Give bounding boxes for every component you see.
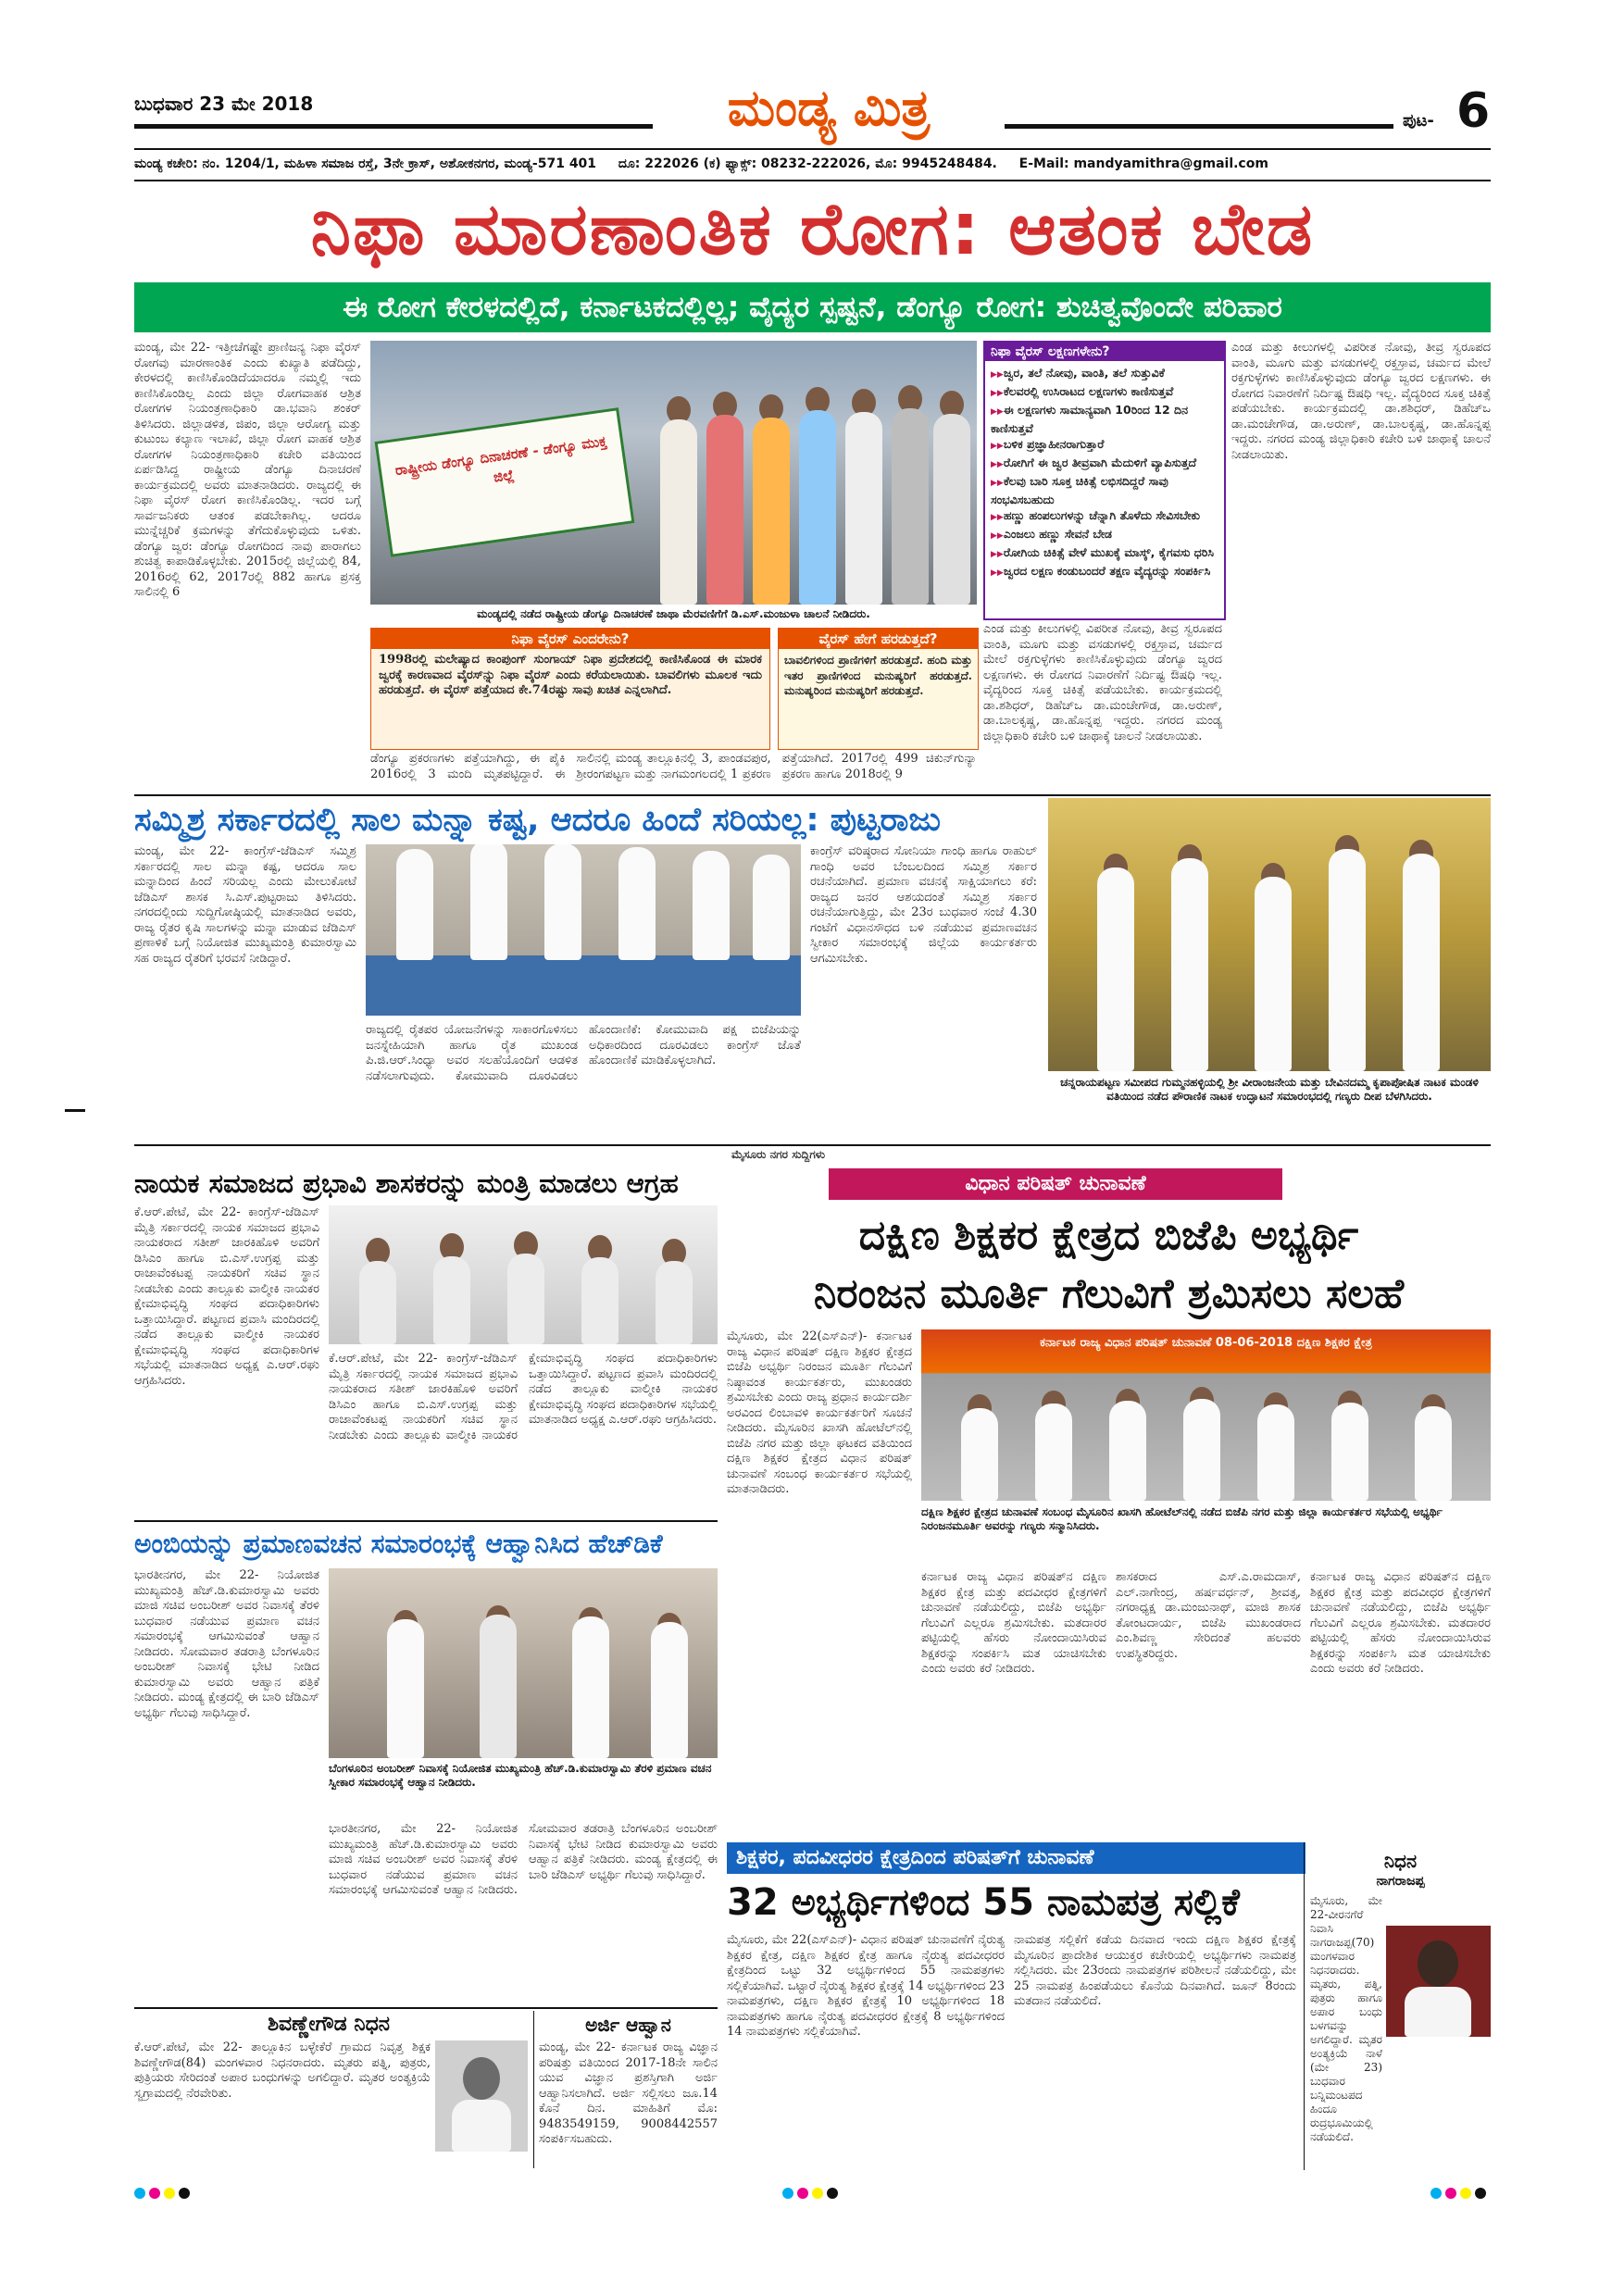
nipah-what-box [370, 628, 770, 750]
registration-marks-left [134, 2185, 190, 2202]
nipah-what-text: 1998ರಲ್ಲಿ ಮಲೇಷ್ಯಾದ ಕಾಂಪುಂಗ್ ಸುಂಗಾಯ್ ನಿಫಾ ಪ್ರದೇಶದಲ್ಲಿ ಕಾಣಿಸಿಕೊಂಡ ಈ ಮಾರಕ ಜ್ವರಕ್ಕೆ ಕಾರಣವಾದ ವೈರಸ್‌ನ್ನು ನಿಫಾ ವೈರಸ್ ಎಂದು ಕರೆಯಲಾಯಿತು. ಬಾವಲಿಗಳು ಮೂಲಕ ಇದು ಹರಡುತ್ತದೆ. ಈ ವೈರಸ್ ಪತ್ತೆಯಾದ ಕೇ.74ರಷ್ಟು ಸಾವು ಖಚಿತ ಎನ್ನಲಾಗಿದೆ. [379, 653, 762, 697]
page-number: 6 [1456, 83, 1491, 139]
invite-title: ಅರ್ಜಿ ಆಹ್ವಾನ [585, 2014, 671, 2036]
nipah-spread-box [778, 628, 979, 750]
symptom-item: ▶▶ ಎಂಜಲು ಹಣ್ಣು ಸೇವನೆ ಬೇಡ [991, 526, 1218, 544]
story4-photo [329, 1568, 718, 1758]
lead-subheadline: ಈ ರೋಗ ಕೇರಳದಲ್ಲಿದೆ, ಕರ್ನಾಟಕದಲ್ಲಿಲ್ಲ; ವೈದ್ಯರ ಸ್ಪಷ್ಟನೆ, ಡೆಂಗ್ಯೂ ರೋಗ: ಶುಚಿತ್ವವೊಂದೇ ಪರಿಹಾರ [134, 282, 1491, 332]
obit2-text: ಮೈಸೂರು, ಮೇ 22-ವೀರನಗೆರೆ ನಿವಾಸಿ ನಾಗರಾಜಪ್ಪ(70) ಮಂಗಳವಾರ ನಿಧನರಾದರು. ಮೃತರು, ಪತ್ನಿ, ಪುತ್ರರು ಹಾಗೂ ಅಪಾರ ಬಂಧು ಬಳಗವನ್ನು ಅಗಲಿದ್ದಾರೆ. ಮೃತರ ಅಂತ್ಯಕ್ರಿಯೆ ನಾಳೆ (ಮೇ 23) ಬುಧವಾರ ಬನ್ನಿಮಂಟಪದ ಹಿಂದೂ ರುದ್ರಭೂಮಿಯಲ್ಲಿ ನಡೆಯಲಿದೆ. [1310, 1894, 1382, 2143]
story2-column-2: ಕಾಂಗ್ರೆಸ್ ವರಿಷ್ಠರಾದ ಸೋನಿಯಾ ಗಾಂಧಿ ಹಾಗೂ ರಾಹುಲ್ ಗಾಂಧಿ ಅವರ ಬೆಂಬಲದಿಂದ ಸಮ್ಮಿಶ್ರ ಸರ್ಕಾರ ರಚನೆಯಾಗಿದೆ. ಪ್ರಮಾಣ ವಚನಕ್ಕೆ ಸಾಕ್ಷಿಯಾಗಲು ಕರೆ: ರಾಜ್ಯದ ಜನರ ಆಶಯದಂತೆ ಸಮ್ಮಿಶ್ರ ಸರ್ಕಾರ ರಚನೆಯಾಗುತ್ತಿದ್ದು, ಮೇ 23ರ ಬುಧವಾರ ಸಂಜೆ 4.30 ಗಂಟೆಗೆ ವಿಧಾನಸೌಧದ ಬಳಿ ನಡೆಯುವ ಪ್ರಮಾಣವಚನ ಸ್ವೀಕಾರ ಸಮಾರಂಭಕ್ಕೆ ಜಿಲ್ಲೆಯ ಕಾರ್ಯಕರ್ತರು ಆಗಮಿಸಬೇಕು. [810, 844, 1037, 966]
rally-banner-text: ರಾಷ್ಟ್ರೀಯ ಡೆಂಗ್ಯೂ ದಿನಾಚರಣೆ - ಡೆಂಗ್ಯೂ ಮುಕ್ತ ಜಿಲ್ಲೆ [394, 432, 608, 486]
election-headline-line-1: ದಕ್ಷಿಣ ಶಿಕ್ಷಕರ ಕ್ಷೇತ್ರದ ಬಿಜೆಪಿ ಅಭ್ಯರ್ಥಿ [858, 1212, 1359, 1259]
election-headline-line-2: ನಿರಂಜನ ಮೂರ್ತಿ ಗೆಲುವಿಗೆ ಶ್ರಮಿಸಲು ಸಲಹೆ [813, 1270, 1405, 1317]
registration-marks-center [782, 2185, 838, 2202]
election-text: ಮೈಸೂರು, ಮೇ 22(ಎಸ್‌ಎನ್)- ಕರ್ನಾಟಕ ರಾಜ್ಯ ವಿಧಾನ ಪರಿಷತ್ ದಕ್ಷಿಣ ಶಿಕ್ಷಕರ ಕ್ಷೇತ್ರದ ಬಿಜೆಪಿ ಅಭ್ಯರ್ಥಿ ನಿರಂಜನ ಮೂರ್ತಿ ಗೆಲುವಿಗೆ ನಿಷ್ಠಾವಂತ ಕಾರ್ಯಕರ್ತರು, ಮುಖಂಡರು ಶ್ರಮಿಸಬೇಕು ಎಂದು ರಾಜ್ಯ ಪ್ರಧಾನ ಕಾರ್ಯದರ್ಶಿ ಅರವಿಂದ ಲಿಂಬಾವಳಿ ಕಾರ್ಯಕರ್ತರಿಗೆ ಸೂಚನೆ ನೀಡಿದರು. ಮೈಸೂರಿನ ಖಾಸಗಿ ಹೋಟೆಲ್‌ನಲ್ಲಿ ಬಿಜೆಪಿ ನಗರ ಮತ್ತು ಜಿಲ್ಲಾ ಘಟಕದ ವತಿಯಿಂದ ದಕ್ಷಿಣ ಶಿಕ್ಷಕರ ಕ್ಷೇತ್ರದ ವಿಧಾನ ಪರಿಷತ್ ಚುನಾವಣೆ ಸಂಬಂಧ ಕಾರ್ಯಕರ್ತರ ಸಭೆಯಲ್ಲಿ ಮಾತನಾಡಿದರು. [727, 1329, 912, 1496]
obit1-photo [435, 2040, 528, 2152]
election-kicker: ವಿಧಾನ ಪರಿಷತ್ ಚುನಾವಣೆ [829, 1168, 1282, 1200]
story2-column-1: ಮಂಡ್ಯ, ಮೇ 22- ಕಾಂಗ್ರೆಸ್-ಜೆಡಿಎಸ್ ಸಮ್ಮಿಶ್ರ ಸರ್ಕಾರದಲ್ಲಿ ಸಾಲ ಮನ್ನಾ ಕಷ್ಟ, ಆದರೂ ಸಾಲ ಮನ್ನಾದಿಂದ ಹಿಂದೆ ಸರಿಯಲ್ಲ ಎಂದು ಮೇಲುಕೋಟೆ ಜೆಡಿಎಸ್ ಶಾಸಕ ಸಿ.ಎಸ್.ಪುಟ್ಟರಾಜು ತಿಳಿಸಿದರು. ನಗರದಲ್ಲಿಂದು ಸುದ್ದಿಗೋಷ್ಠಿಯಲ್ಲಿ ಮಾತನಾಡಿದ ಅವರು, ರಾಜ್ಯ ರೈತರ ಕೃಷಿ ಸಾಲಗಳನ್ನು ಮನ್ನಾ ಮಾಡುವ ಜೆಡಿಎಸ್ ಪ್ರಣಾಳಿಕೆ ಬಗ್ಗೆ ನಿಯೋಜಿತ ಮುಖ್ಯಮಂತ್ರಿ ಕುಮಾರಸ್ವಾಮಿ ಸಹ ರಾಜ್ಯದ ರೈತರಿಗೆ ಭರವಸೆ ನೀಡಿದ್ದಾರೆ. [134, 844, 356, 966]
story3-headline: ನಾಯಕ ಸಮಾಜದ ಪ್ರಭಾವಿ ಶಾಸಕರನ್ನು ಮಂತ್ರಿ ಮಾಡಲು ಆಗ್ರಹ [134, 1167, 679, 1199]
stage-photo [1048, 798, 1491, 1071]
symptom-item: ▶▶ ರೋಗಿಗೆ ಈ ಜ್ವರ ತೀವ್ರವಾಗಿ ಮೆದುಳಿಗೆ ವ್ಯಾಪಿಸುತ್ತದೆ [991, 455, 1218, 473]
nomination-text-2: ನಾಮಪತ್ರ ಸಲ್ಲಿಕೆಗೆ ಕಡೆಯ ದಿನವಾದ ಇಂದು ದಕ್ಷಿಣ ಶಿಕ್ಷಕರ ಕ್ಷೇತ್ರಕ್ಕೆ ಮೈಸೂರಿನ ಪ್ರಾದೇಶಿಕ ಆಯುಕ್ತರ ಕಚೇರಿಯಲ್ಲಿ ಅಭ್ಯರ್ಥಿಗಳು ನಾಮಪತ್ರ ಸಲ್ಲಿಸಿದರು. ಮೇ 23ರಂದು ನಾಮಪತ್ರಗಳ ಪರಿಶೀಲನೆ ನಡೆಯಲಿದ್ದು, ಮೇ 25 ನಾಮಪತ್ರ ಹಿಂಪಡೆಯಲು ಕೊನೆಯ ದಿನವಾಗಿದೆ. ಜೂನ್ 8ರಂದು ಮತದಾನ ನಡೆಯಲಿದೆ. [1014, 1933, 1296, 2008]
obit1-title: ಶಿವಣ್ಣೇಗೌಡ ನಿಧನ [267, 2013, 391, 2036]
lead-column-1: ಮಂಡ್ಯ, ಮೇ 22- ಇತ್ತೀಚೆಗಷ್ಟೇ ಪ್ರಾಣಿಜನ್ಯ ನಿಫಾ ವೈರಸ್ ರೋಗವು ಮಾರಣಾಂತಿಕ ಎಂದು ಕುಖ್ಯಾತಿ ಪಡೆದಿದ್ದು, ಕೇರಳದಲ್ಲಿ ಕಾಣಿಸಿಕೊಂಡಿದೆಯಾದರೂ ನಮ್ಮಲ್ಲಿ ಇದು ಕಾಣಿಸಿಕೊಂಡಿಲ್ಲ ಎಂದು ಜಿಲ್ಲಾ ರೋಗವಾಹಕ ಆಶ್ರಿತ ರೋಗಗಳ ನಿಯಂತ್ರಣಾಧಿಕಾರಿ ಡಾ.ಭವಾನಿ ಶಂಕರ್ ತಿಳಿಸಿದರು. ಜಿಲ್ಲಾಡಳಿತ, ಜಿಪಂ, ಜಿಲ್ಲಾ ಆರೋಗ್ಯ ಮತ್ತು ಕುಟುಂಬ ಕಲ್ಯಾಣ ಇಲಾಖೆ, ಜಿಲ್ಲಾ ರೋಗ ವಾಹಕ ಆಶ್ರಿತ ರೋಗಗಳ ನಿಯಂತ್ರಣಾಧಿಕಾರಿ ಕಚೇರಿ ವತಿಯಿಂದ ಏರ್ಪಡಿಸಿದ್ದ ರಾಷ್ಟ್ರೀಯ ಡೆಂಗ್ಯೂ ದಿನಾಚರಣೆ ಕಾರ್ಯಕ್ರಮದಲ್ಲಿ ಅವರು ಮಾತನಾಡಿದರು. ರಾಜ್ಯದಲ್ಲಿ ಈ ನಿಫಾ ವೈರಸ್ ರೋಗ ಕಾಣಿಸಿಕೊಂಡಿಲ್ಲ. ಇದರ ಬಗ್ಗೆ ಸಾರ್ವಜನಿಕರು ಆತಂಕ ಪಡಬೇಕಾಗಿಲ್ಲ. ಆದರೂ ಮುನ್ನೆಚ್ಚರಿಕೆ ಕ್ರಮಗಳನ್ನು ತೆಗೆದುಕೊಳ್ಳುವುದು ಒಳಿತು. ಡೆಂಗ್ಯೂ ಜ್ವರ: ಡೆಂಗ್ಯೂ ರೋಗದಿಂದ ನಾವು ಪಾರಾಗಲು ಶುಚಿತ್ವ ಕಾಪಾಡಿಕೊಳ್ಳಬೇಕು. 2015ರಲ್ಲಿ ಜಿಲ್ಲೆಯಲ್ಲಿ 84, 2016ರಲ್ಲಿ 62, 2017ರಲ್ಲಿ 882 ಹಾಗೂ ಪ್ರಸಕ್ತ ಸಾಲಿನಲ್ಲಿ 6 [134, 341, 361, 599]
symptom-item: ▶▶ ಜ್ವರದ ಲಕ್ಷಣ ಕಂಡುಬಂದರೆ ತಕ್ಷಣ ವೈದ್ಯರನ್ನು ಸಂಪರ್ಕಿಸಿ [991, 563, 1218, 581]
lead-photo-caption: ಮಂಡ್ಯದಲ್ಲಿ ನಡೆದ ರಾಷ್ಟ್ರೀಯ ಡೆಂಗ್ಯೂ ದಿನಾಚರಣೆ ಜಾಥಾ ಮೆರವಣಿಗೆಗೆ ಡಿ.ಎಸ್.ಮಂಜುಳಾ ಚಾಲನೆ ನೀಡಿದರು. [477, 607, 870, 620]
symptoms-box [983, 341, 1226, 620]
story2-below-photo: ರಾಜ್ಯದಲ್ಲಿ ರೈತಪರ ಯೋಜನೆಗಳನ್ನು ಸಾಕಾರಗೊಳಿಸಲು ಜನಸ್ನೇಹಿಯಾಗಿ ಹಾಗೂ ರೈತ ಮುಖಂಡ ಪಿ.ಜಿ.ಆರ್.ಸಿಂಧ್ಯಾ ಅವರ ಸಲಹೆಯೊಂದಿಗೆ ಆಡಳಿತ ನಡೆಸಲಾಗುವುದು. ಕೋಮುವಾದಿ ದೂರವಿಡಲು ಹೊಂದಾಣಿಕೆ: ಕೋಮುವಾದಿ ಪಕ್ಷ ಬಿಜೆಪಿಯನ್ನು ಅಧಿಕಾರದಿಂದ ದೂರವಿಡಲು ಕಾಂಗ್ರೆಸ್ ಜೊತೆ ಹೊಂದಾಣಿಕೆ ಮಾಡಿಕೊಳ್ಳಲಾಗಿದೆ. [366, 1023, 801, 1083]
election-text-3: ಶಾಸಕರಾದ ಎಸ್.ಎ.ರಾಮದಾಸ್, ಎಲ್.ನಾಗೇಂದ್ರ, ಹರ್ಷವರ್ಧನ್, ಶ್ರೀವತ್ಸ, ನಗರಾಧ್ಯಕ್ಷ ಡಾ.ಮಂಜುನಾಥ್, ಮಾಜಿ ಶಾಸಕ ತೋಂಟದಾರ್ಯ, ಬಿಜೆಪಿ ಮುಖಂಡರಾದ ಎಂ.ಶಿವಣ್ಣ ಸೇರಿದಂತೆ ಹಲವರು ಉಪಸ್ಥಿತರಿದ್ದರು. [1116, 1570, 1301, 1661]
obit2-title: ನಿಧನ [1383, 1850, 1418, 1872]
nipah-spread-title: ವೈರಸ್ ಹೇಗೆ ಹರಡುತ್ತದೆ? [779, 629, 978, 649]
invite-text: ಮಂಡ್ಯ, ಮೇ 22- ಕರ್ನಾಟಕ ರಾಜ್ಯ ವಿಜ್ಞಾನ ಪರಿಷತ್ತು ವತಿಯಿಂದ 2017-18ನೇ ಸಾಲಿನ ಯುವ ವಿಜ್ಞಾನ ಪ್ರಶಸ್ತಿಗಾಗಿ ಅರ್ಜಿ ಆಹ್ವಾನಿಸಲಾಗಿದೆ. ಅರ್ಜಿ ಸಲ್ಲಿಸಲು ಜೂ.14 ಕೊನೆ ದಿನ. ಮಾಹಿತಿಗೆ ಮೊ: 9483549159, 9008442557 ಸಂಪರ್ಕಿಸಬಹುದು. [539, 2040, 718, 2146]
story4-text-continued: ಭಾರತೀನಗರ, ಮೇ 22- ನಿಯೋಜಿತ ಮುಖ್ಯಮಂತ್ರಿ ಹೆಚ್.ಡಿ.ಕುಮಾರಸ್ವಾಮಿ ಅವರು ಮಾಜಿ ಸಚಿವ ಅಂಬರೀಶ್ ಅವರ ನಿವಾಸಕ್ಕೆ ತೆರಳಿ ಬುಧವಾರ ನಡೆಯುವ ಪ್ರಮಾಣ ವಚನ ಸಮಾರಂಭಕ್ಕೆ ಆಗಮಿಸುವಂತೆ ಆಹ್ವಾನ ನೀಡಿದರು. ಸೋಮವಾರ ತಡರಾತ್ರಿ ಬೆಂಗಳೂರಿನ ಅಂಬರೀಶ್ ನಿವಾಸಕ್ಕೆ ಭೇಟಿ ನೀಡಿದ ಕುಮಾರಸ್ವಾಮಿ ಅವರು ಆಹ್ವಾನ ಪತ್ರಿಕೆ ನೀಡಿದರು. ಮಂಡ್ಯ ಕ್ಷೇತ್ರದಲ್ಲಿ ಈ ಬಾರಿ ಜೆಡಿಎಸ್ ಅಭ್ಯರ್ಥಿ ಗೆಲುವು ಸಾಧಿಸಿದ್ದಾರೆ. [329, 1822, 718, 1897]
symptoms-title: ನಿಫಾ ವೈರಸ್ ಲಕ್ಷಣಗಳೇನು? [985, 343, 1224, 361]
election-text-4: ಕರ್ನಾಟಕ ರಾಜ್ಯ ವಿಧಾನ ಪರಿಷತ್‌ನ ದಕ್ಷಿಣ ಶಿಕ್ಷಕರ ಕ್ಷೇತ್ರ ಮತ್ತು ಪದವೀಧರ ಕ್ಷೇತ್ರಗಳಿಗೆ ಚುನಾವಣೆ ನಡೆಯಲಿದ್ದು, ಬಿಜೆಪಿ ಅಭ್ಯರ್ಥಿ ಗೆಲುವಿಗೆ ಎಲ್ಲರೂ ಶ್ರಮಿಸಬೇಕು. ಮತದಾರರ ಪಟ್ಟಿಯಲ್ಲಿ ಹೆಸರು ನೋಂದಾಯಿಸಿರುವ ಶಿಕ್ಷಕರನ್ನು ಸಂಪರ್ಕಿಸಿ ಮತ ಯಾಚಿಸಬೇಕು ಎಂದು ಅವರು ಕರೆ ನೀಡಿದರು. [1310, 1570, 1491, 1676]
obit1-text: ಕೆ.ಆರ್.ಪೇಟೆ, ಮೇ 22- ತಾಲ್ಲೂಕಿನ ಬಳ್ಳೇಕೆರೆ ಗ್ರಾಮದ ನಿವೃತ್ತ ಶಿಕ್ಷಕ ಶಿವಣ್ಣೇಗೌಡ(84) ಮಂಗಳವಾರ ನಿಧನರಾದರು. ಮೃತರು ಪತ್ನಿ, ಪುತ್ರರು, ಪುತ್ರಿಯರು ಸೇರಿದಂತೆ ಅಪಾರ ಬಂಧುಗಳನ್ನು ಅಗಲಿದ್ದಾರೆ. ಮೃತರ ಅಂತ್ಯಕ್ರಿಯೆ ಸ್ವಗ್ರಾಮದಲ್ಲಿ ನೆರವೇರಿತು. [134, 2040, 431, 2101]
symptom-item: ▶▶ ಜ್ವರ, ತಲೆ ನೋವು, ವಾಂತಿ, ತಲೆ ಸುತ್ತುವಿಕೆ [991, 365, 1218, 383]
nomination-kicker: ಶಿಕ್ಷಕರ, ಪದವೀಧರರ ಕ್ಷೇತ್ರದಿಂದ ಪರಿಷತ್‌ಗೆ ಚುನಾವಣೆ [727, 1842, 1305, 1874]
symptom-item: ▶▶ ರೋಗಿಯ ಚಿಕಿತ್ಸೆ ವೇಳೆ ಮುಖಕ್ಕೆ ಮಾಸ್ಕ್, ಕೈಗವಸು ಧರಿಸಿ [991, 544, 1218, 563]
newspaper-title: ಮಂಡ್ಯ ಮಿತ್ರ [727, 78, 931, 137]
issue-date: ಬುಧವಾರ 23 ಮೇ 2018 [134, 93, 314, 115]
office-address: ಮಂಡ್ಯ ಕಚೇರಿ: ನಂ. 1204/1, ಮಹಿಳಾ ಸಮಾಜ ರಸ್ತೆ, 3ನೇ ಕ್ರಾಸ್, ಅಶೋಕನಗರ, ಮಂಡ್ಯ-571 401 [134, 156, 597, 171]
election-photo [921, 1329, 1491, 1501]
phone-numbers: ದೂ: 222026 (ಕ) ಫ್ಯಾಕ್ಸ್: 08232-222026, ಮೊ: 9945248484. [618, 156, 997, 171]
lead-right-lower-text: ಎಂಡ ಮತ್ತು ಕೀಲುಗಳಲ್ಲಿ ವಿಪರೀತ ನೋವು, ತೀವ್ರ ಸ್ವರೂಪದ ವಾಂತಿ, ಮೂಗು ಮತ್ತು ವಸಡುಗಳಲ್ಲಿ ರಕ್ತಸ್ರಾವ, ಚರ್ಮದ ಮೇಲೆ ರಕ್ತಗುಳ್ಳೆಗಳು ಕಾಣಿಸಿಕೊಳ್ಳುವುದು ಡೆಂಗ್ಯೂ ಜ್ವರದ ಲಕ್ಷಣಗಳು. ಈ ರೋಗದ ನಿವಾರಣೆಗೆ ನಿರ್ದಿಷ್ಟ ಔಷಧಿ ಇಲ್ಲ. ವೈದ್ಯರಿಂದ ಸೂಕ್ತ ಚಿಕಿತ್ಸೆ ಪಡೆಯಬೇಕು. ಕಾರ್ಯಕ್ರಮದಲ್ಲಿ ಡಾ.ಶಶಿಧರ್, ಡಿಹೆಚ್‌ಒ ಡಾ.ಮಂಚೇಗೌಡ, ಡಾ.ಅರುಣ್, ಡಾ.ಬಾಲಕೃಷ್ಣ, ಡಾ.ಹೊನ್ನಪ್ಪ ಇದ್ದರು. ನಗರದ ಮಂಡ್ಯ ಜಿಲ್ಲಾಧಿಕಾರಿ ಕಚೇರಿ ಬಳಿ ಜಾಥಾಕ್ಕೆ ಚಾಲನೆ ನೀಡಲಾಯಿತು. [983, 622, 1222, 743]
election-text-2: ಕರ್ನಾಟಕ ರಾಜ್ಯ ವಿಧಾನ ಪರಿಷತ್‌ನ ದಕ್ಷಿಣ ಶಿಕ್ಷಕರ ಕ್ಷೇತ್ರ ಮತ್ತು ಪದವೀಧರ ಕ್ಷೇತ್ರಗಳಿಗೆ ಚುನಾವಣೆ ನಡೆಯಲಿದ್ದು, ಬಿಜೆಪಿ ಅಭ್ಯರ್ಥಿ ಗೆಲುವಿಗೆ ಎಲ್ಲರೂ ಶ್ರಮಿಸಬೇಕು. ಮತದಾರರ ಪಟ್ಟಿಯಲ್ಲಿ ಹೆಸರು ನೋಂದಾಯಿಸಿರುವ ಶಿಕ್ಷಕರನ್ನು ಸಂಪರ್ಕಿಸಿ ಮತ ಯಾಚಿಸಬೇಕು ಎಂದು ಅವರು ಕರೆ ನೀಡಿದರು. [921, 1570, 1106, 1676]
story3-text: ಕೆ.ಆರ್.ಪೇಟೆ, ಮೇ 22- ಕಾಂಗ್ರೆಸ್-ಜೆಡಿಎಸ್ ಮೈತ್ರಿ ಸರ್ಕಾರದಲ್ಲಿ ನಾಯಕ ಸಮಾಜದ ಪ್ರಭಾವಿ ನಾಯಕರಾದ ಸತೀಶ್ ಜಾರಕಿಹೊಳಿ ಅವರಿಗೆ ಡಿಸಿಎಂ ಹಾಗೂ ಬಿ.ಎಸ್.ಉಗ್ರಪ್ಪ ಮತ್ತು ರಾಜಾವೆಂಕಟಪ್ಪ ನಾಯಕರಿಗೆ ಸಚಿವ ಸ್ಥಾನ ನೀಡಬೇಕು ಎಂದು ತಾಲ್ಲೂಕು ವಾಲ್ಮೀಕಿ ನಾಯಕರ ಕ್ಷೇಮಾಭಿವೃದ್ಧಿ ಸಂಘದ ಪದಾಧಿಕಾರಿಗಳು ಒತ್ತಾಯಿಸಿದ್ದಾರೆ. ಪಟ್ಟಣದ ಪ್ರವಾಸಿ ಮಂದಿರದಲ್ಲಿ ನಡೆದ ತಾಲ್ಲೂಕು ವಾಲ್ಮೀಕಿ ನಾಯಕರ ಕ್ಷೇಮಾಭಿವೃದ್ಧಿ ಸಂಘದ ಪದಾಧಿಕಾರಿಗಳ ಸಭೆಯಲ್ಲಿ ಮಾತನಾಡಿದ ಅಧ್ಯಕ್ಷ ಎ.ಆರ್.ರಘು ಆಗ್ರಹಿಸಿದರು. [134, 1205, 319, 1388]
nomination-headline: 32 ಅಭ್ಯರ್ಥಿಗಳಿಂದ 55 ನಾಮಪತ್ರ ಸಲ್ಲಿಕೆ [727, 1881, 1240, 1924]
lead-right-column: ಎಂಡ ಮತ್ತು ಕೀಲುಗಳಲ್ಲಿ ವಿಪರೀತ ನೋವು, ತೀವ್ರ ಸ್ವರೂಪದ ವಾಂತಿ, ಮೂಗು ಮತ್ತು ವಸಡುಗಳಲ್ಲಿ ರಕ್ತಸ್ರಾವ, ಚರ್ಮದ ಮೇಲೆ ರಕ್ತಗುಳ್ಳೆಗಳು ಕಾಣಿಸಿಕೊಳ್ಳುವುದು ಡೆಂಗ್ಯೂ ಜ್ವರದ ಲಕ್ಷಣಗಳು. ಈ ರೋಗದ ನಿವಾರಣೆಗೆ ನಿರ್ದಿಷ್ಟ ಔಷಧಿ ಇಲ್ಲ. ವೈದ್ಯರಿಂದ ಸೂಕ್ತ ಚಿಕಿತ್ಸೆ ಪಡೆಯಬೇಕು. ಕಾರ್ಯಕ್ರಮದಲ್ಲಿ ಡಾ.ಶಶಿಧರ್, ಡಿಹೆಚ್‌ಒ ಡಾ.ಮಂಚೇಗೌಡ, ಡಾ.ಅರುಣ್, ಡಾ.ಬಾಲಕೃಷ್ಣ, ಡಾ.ಹೊನ್ನಪ್ಪ ಇದ್ದರು. ನಗರದ ಮಂಡ್ಯ ಜಿಲ್ಲಾಧಿಕಾರಿ ಕಚೇರಿ ಬಳಿ ಜಾಥಾಕ್ಕೆ ಚಾಲನೆ ನೀಡಲಾಯಿತು. [1231, 341, 1491, 462]
page-label: ಪುಟ- [1403, 111, 1434, 131]
story2-photo [366, 844, 801, 1016]
story4-photo-caption: ಬೆಂಗಳೂರಿನ ಅಂಬರೀಶ್ ನಿವಾಸಕ್ಕೆ ನಿಯೋಜಿತ ಮುಖ್ಯಮಂತ್ರಿ ಹೆಚ್.ಡಿ.ಕುಮಾರಸ್ವಾಮಿ ತೆರಳಿ ಪ್ರಮಾಣ ವಚನ ಸ್ವೀಕಾರ ಸಮಾರಂಭಕ್ಕೆ ಆಹ್ವಾನ ನೀಡಿದರು. [329, 1762, 712, 1789]
election-photo-caption: ದಕ್ಷಿಣ ಶಿಕ್ಷಕರ ಕ್ಷೇತ್ರದ ಚುನಾವಣೆ ಸಂಬಂಧ ಮೈಸೂರಿನ ಖಾಸಗಿ ಹೋಟೆಲ್‌ನಲ್ಲಿ ನಡೆದ ಬಿಜೆಪಿ ನಗರ ಮತ್ತು ಜಿಲ್ಲಾ ಕಾರ್ಯಕರ್ತರ ಸಭೆಯಲ್ಲಿ ಅಭ್ಯರ್ಥಿ ನಿರಂಜನಮೂರ್ತಿ ಅವರನ್ನು ಗಣ್ಯರು ಸನ್ಮಾನಿಸಿದರು. [921, 1505, 1443, 1532]
lead-headline: ನಿಫಾ ಮಾರಣಾಂತಿಕ ರೋಗ: ಆತಂಕ ಬೇಡ [310, 188, 1315, 271]
symptom-item: ▶▶ ಬಳಿಕ ಪ್ರಜ್ಞಾಹೀನರಾಗುತ್ತಾರೆ [991, 436, 1218, 455]
story3-text-continued: ಕೆ.ಆರ್.ಪೇಟೆ, ಮೇ 22- ಕಾಂಗ್ರೆಸ್-ಜೆಡಿಎಸ್ ಮೈತ್ರಿ ಸರ್ಕಾರದಲ್ಲಿ ನಾಯಕ ಸಮಾಜದ ಪ್ರಭಾವಿ ನಾಯಕರಾದ ಸತೀಶ್ ಜಾರಕಿಹೊಳಿ ಅವರಿಗೆ ಡಿಸಿಎಂ ಹಾಗೂ ಬಿ.ಎಸ್.ಉಗ್ರಪ್ಪ ಮತ್ತು ರಾಜಾವೆಂಕಟಪ್ಪ ನಾಯಕರಿಗೆ ಸಚಿವ ಸ್ಥಾನ ನೀಡಬೇಕು ಎಂದು ತಾಲ್ಲೂಕು ವಾಲ್ಮೀಕಿ ನಾಯಕರ ಕ್ಷೇಮಾಭಿವೃದ್ಧಿ ಸಂಘದ ಪದಾಧಿಕಾರಿಗಳು ಒತ್ತಾಯಿಸಿದ್ದಾರೆ. ಪಟ್ಟಣದ ಪ್ರವಾಸಿ ಮಂದಿರದಲ್ಲಿ ನಡೆದ ತಾಲ್ಲೂಕು ವಾಲ್ಮೀಕಿ ನಾಯಕರ ಕ್ಷೇಮಾಭಿವೃದ್ಧಿ ಸಂಘದ ಪದಾಧಿಕಾರಿಗಳ ಸಭೆಯಲ್ಲಿ ಮಾತನಾಡಿದ ಅಧ್ಯಕ್ಷ ಎ.ಆರ್.ರಘು ಆಗ್ರಹಿಸಿದರು. [329, 1352, 718, 1442]
contact-strip [134, 148, 1491, 181]
lead-photo [370, 341, 977, 605]
lead-mid-bottom-text: ಡೆಂಗ್ಯೂ ಪ್ರಕರಣಗಳು ಪತ್ತೆಯಾಗಿದ್ದು, ಈ ಪೈಕಿ 2016ರಲ್ಲಿ 3 ಮಂದಿ ಮೃತಪಟ್ಟಿದ್ದಾರೆ. ಈ ಸಾಲಿನಲ್ಲಿ ಮಂಡ್ಯ ತಾಲ್ಲೂಕಿನಲ್ಲಿ 3, ಪಾಂಡವಪುರ, ಶ್ರೀರಂಗಪಟ್ಟಣ ಮತ್ತು ನಾಗಮಂಗಲದಲ್ಲಿ 1 ಪ್ರಕರಣ ಪತ್ತೆಯಾಗಿದೆ. 2017ರಲ್ಲಿ 499 ಚಿಕುನ್‌ಗುನ್ಯಾ ಪ್ರಕರಣ ಹಾಗೂ 2018ರಲ್ಲಿ 9 [370, 752, 977, 781]
symptom-item: ▶▶ ಕೆಲವರಲ್ಲಿ ಉಸಿರಾಟದ ಲಕ್ಷಣಗಳು ಕಾಣಿಸುತ್ತವೆ [991, 383, 1218, 402]
symptom-item: ▶▶ ಕೆಲವು ಬಾರಿ ಸೂಕ್ತ ಚಿಕಿತ್ಸೆ ಲಭಿಸದಿದ್ದರೆ ಸಾವು ಸಂಭವಿಸಬಹುದು [991, 473, 1218, 507]
election-stage-banner: ಕರ್ನಾಟಕ ರಾಜ್ಯ ವಿಧಾನ ಪರಿಷತ್ ಚುನಾವಣೆ 08-06-2018 ದಕ್ಷಿಣ ಶಿಕ್ಷಕರ ಕ್ಷೇತ್ರ [1040, 1336, 1372, 1350]
registration-marks-right [1430, 2185, 1486, 2202]
nomination-text: ಮೈಸೂರು, ಮೇ 22(ಎಸ್‌ಎನ್)- ವಿಧಾನ ಪರಿಷತ್ ಚುನಾವಣೆಗೆ ನೈರುತ್ಯ ಶಿಕ್ಷಕರ ಕ್ಷೇತ್ರ, ದಕ್ಷಿಣ ಶಿಕ್ಷಕರ ಕ್ಷೇತ್ರ ಹಾಗೂ ನೈರುತ್ಯ ಪದವೀಧರರ ಕ್ಷೇತ್ರದಿಂದ ಒಟ್ಟು 32 ಅಭ್ಯರ್ಥಿಗಳಿಂದ 55 ನಾಮಪತ್ರಗಳು ಸಲ್ಲಿಕೆಯಾಗಿವೆ. ಒಟ್ಟಾರೆ ನೈರುತ್ಯ ಶಿಕ್ಷಕರ ಕ್ಷೇತ್ರಕ್ಕೆ 14 ಅಭ್ಯರ್ಥಿಗಳಿಂದ 23 ನಾಮಪತ್ರಗಳು, ದಕ್ಷಿಣ ಶಿಕ್ಷಕರ ಕ್ಷೇತ್ರಕ್ಕೆ 10 ಅಭ್ಯರ್ಥಿಗಳಿಂದ 18 ನಾಮಪತ್ರಗಳು ಹಾಗೂ ನೈರುತ್ಯ ಪದವೀಧರರ ಕ್ಷೇತ್ರಕ್ಕೆ 8 ಅಭ್ಯರ್ಥಿಗಳಿಂದ 14 ನಾಮಪತ್ರಗಳು ಸಲ್ಲಿಕೆಯಾಗಿವೆ. [727, 1933, 1005, 2039]
story2-headline: ಸಮ್ಮಿಶ್ರ ಸರ್ಕಾರದಲ್ಲಿ ಸಾಲ ಮನ್ನಾ ಕಷ್ಟ, ಆದರೂ ಹಿಂದೆ ಸರಿಯಲ್ಲ: ಪುಟ್ಟರಾಜು [134, 802, 942, 839]
nipah-what-title: ನಿಫಾ ವೈರಸ್ ಎಂದರೇನು? [371, 629, 769, 649]
city-news-tag: ಮೈಸೂರು ನಗರ ಸುದ್ದಿಗಳು [731, 1148, 826, 1161]
symptom-item: ▶▶ ಹಣ್ಣು ಹಂಪಲುಗಳನ್ನು ಚೆನ್ನಾಗಿ ತೊಳೆದು ಸೇವಿಸಬೇಕು [991, 507, 1218, 526]
obit2-name: ನಾಗರಾಜಪ್ಪ [1376, 1874, 1425, 1889]
stage-photo-caption: ಚನ್ನರಾಯಪಟ್ಟಣ ಸಮೀಪದ ಗುಮ್ಮನಹಳ್ಳಿಯಲ್ಲಿ ಶ್ರೀ ವೀರಾಂಜನೇಯ ಮತ್ತು ಬೇವಿನದಮ್ಮ ಕೃಪಾಪೋಷಿತ ನಾಟಕ ಮಂಡಳಿ ವತಿಯಿಂದ ನಡೆದ ಪೌರಾಣಿಕ ನಾಟಕ ಉದ್ಘಾಟನೆ ಸಮಾರಂಭದಲ್ಲಿ ಗಣ್ಯರು ದೀಪ ಬೆಳಗಿಸಿದರು. [1060, 1076, 1479, 1103]
story3-photo [329, 1205, 718, 1344]
email-address: E-Mail: mandyamithra@gmail.com [1018, 156, 1268, 171]
obit2-photo [1386, 1926, 1491, 2037]
symptom-item: ▶▶ ಈ ಲಕ್ಷಣಗಳು ಸಾಮಾನ್ಯವಾಗಿ 10ರಿಂದ 12 ದಿನ ಕಾಣಿಸುತ್ತವೆ [991, 402, 1218, 436]
nipah-spread-text: ಬಾವಲಿಗಳಿಂದ ಪ್ರಾಣಿಗಳಿಗೆ ಹರಡುತ್ತದೆ. ಹಂದಿ ಮತ್ತು ಇತರ ಪ್ರಾಣಿಗಳಿಂದ ಮನುಷ್ಯರಿಗೆ ಹರಡುತ್ತದೆ. ಮನುಷ್ಯರಿಂದ ಮನುಷ್ಯರಿಗೆ ಹರಡುತ್ತದೆ. [784, 654, 972, 697]
side-tick [65, 1109, 85, 1112]
story4-text: ಭಾರತೀನಗರ, ಮೇ 22- ನಿಯೋಜಿತ ಮುಖ್ಯಮಂತ್ರಿ ಹೆಚ್.ಡಿ.ಕುಮಾರಸ್ವಾಮಿ ಅವರು ಮಾಜಿ ಸಚಿವ ಅಂಬರೀಶ್ ಅವರ ನಿವಾಸಕ್ಕೆ ತೆರಳಿ ಬುಧವಾರ ನಡೆಯುವ ಪ್ರಮಾಣ ವಚನ ಸಮಾರಂಭಕ್ಕೆ ಆಗಮಿಸುವಂತೆ ಆಹ್ವಾನ ನೀಡಿದರು. ಸೋಮವಾರ ತಡರಾತ್ರಿ ಬೆಂಗಳೂರಿನ ಅಂಬರೀಶ್ ನಿವಾಸಕ್ಕೆ ಭೇಟಿ ನೀಡಿದ ಕುಮಾರಸ್ವಾಮಿ ಅವರು ಆಹ್ವಾನ ಪತ್ರಿಕೆ ನೀಡಿದರು. ಮಂಡ್ಯ ಕ್ಷೇತ್ರದಲ್ಲಿ ಈ ಬಾರಿ ಜೆಡಿಎಸ್ ಅಭ್ಯರ್ಥಿ ಗೆಲುವು ಸಾಧಿಸಿದ್ದಾರೆ. [134, 1568, 319, 1720]
story4-headline: ಅಂಬಿಯನ್ನು ಪ್ರಮಾಣವಚನ ಸಮಾರಂಭಕ್ಕೆ ಆಹ್ವಾನಿಸಿದ ಹೆಚ್‌ಡಿಕೆ [134, 1529, 663, 1559]
symptoms-list [985, 361, 1224, 585]
